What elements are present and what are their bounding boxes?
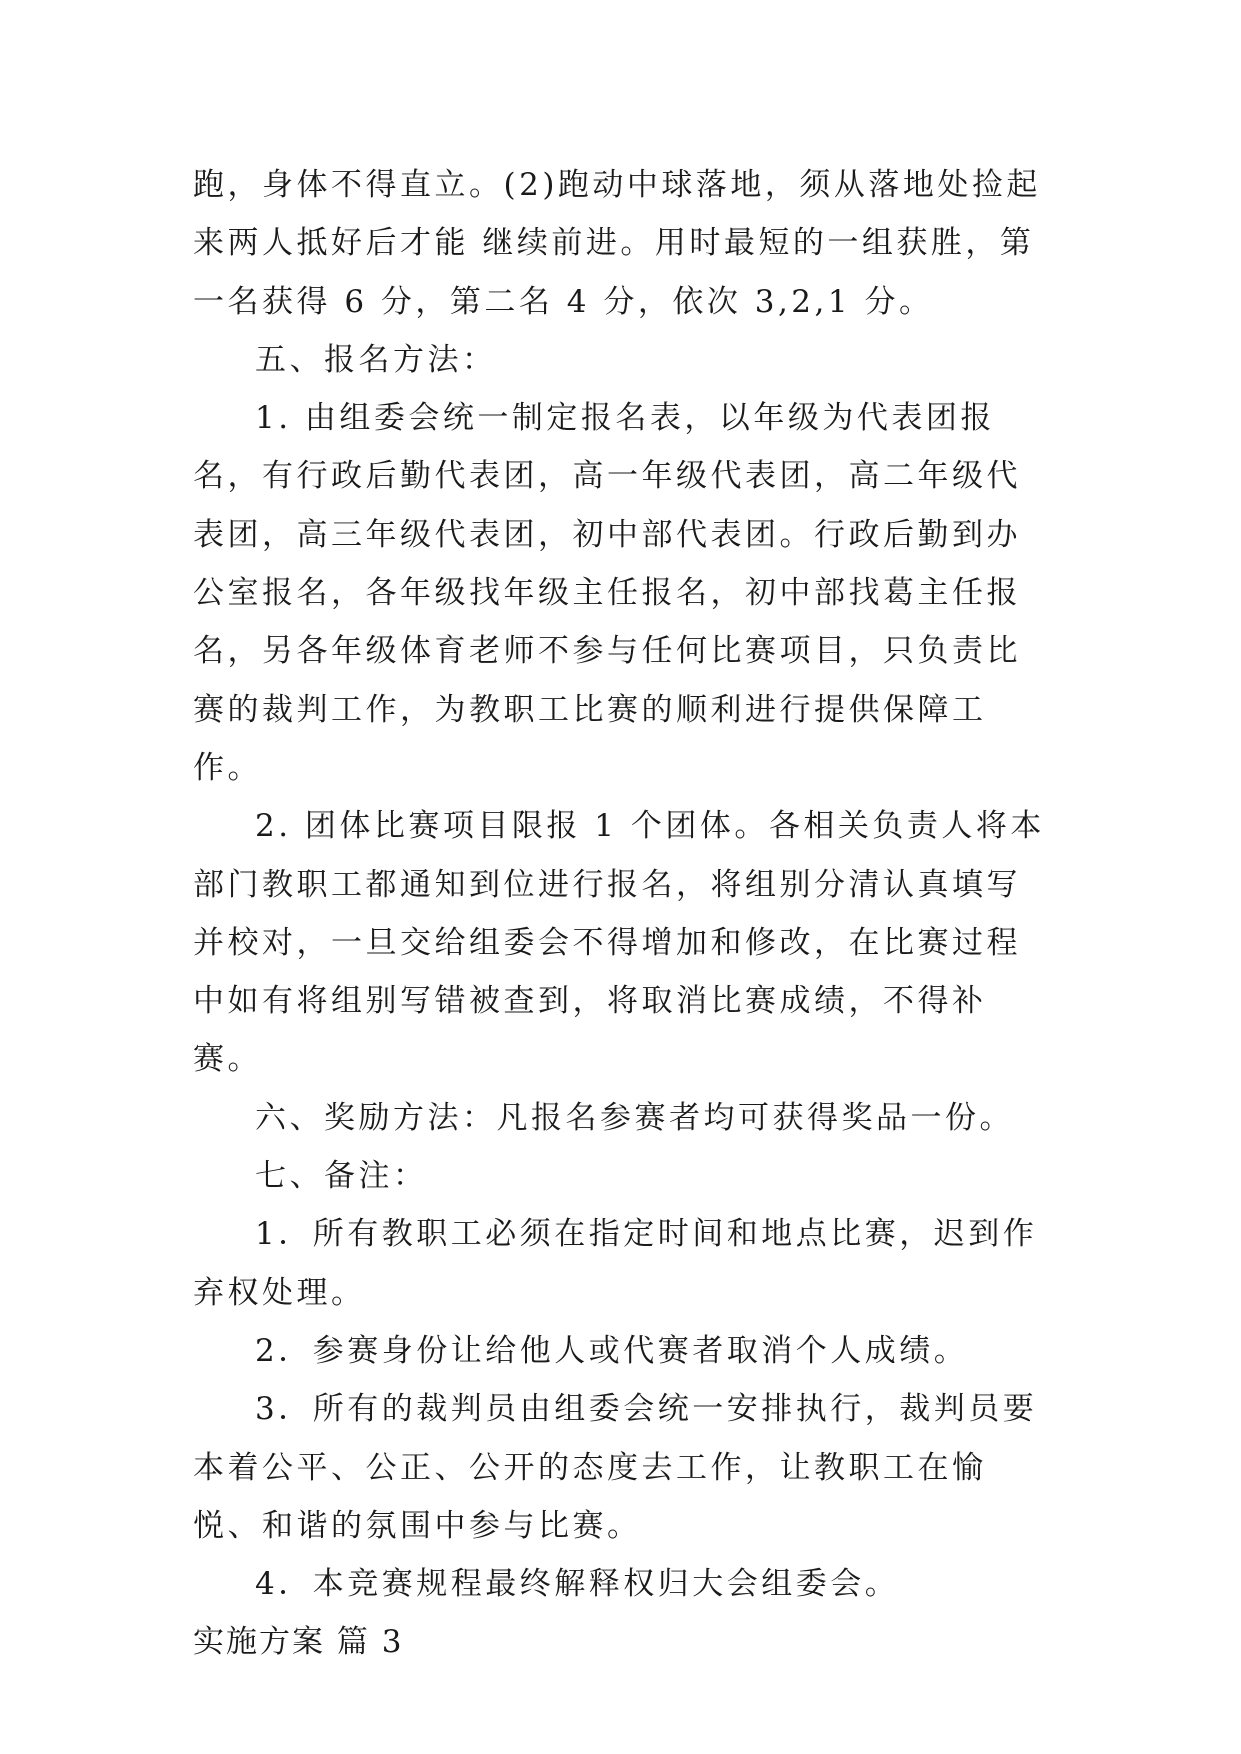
paragraph-registration-item-1: 1. 由组委会统一制定报名表，以年级为代表团报名，有行政后勤代表团，高一年级代表团，高二年级代表团，高三年级代表团，初中部代表团。行政后勤到办公室报名，各年级找年级主任报名，初中部找葛主任报名，另各年级体育老师不参与任何比赛项目，只负责比赛的裁判工作，为教职工比赛的顺利进行提供保障工作。 xyxy=(193,400,1021,786)
paragraph-remark-1: 1．所有教职工必须在指定时间和地点比赛，迟到作弃权处理。 xyxy=(193,1216,1038,1311)
paragraph-award-method: 六、奖励方法：凡报名参赛者均可获得奖品一份。 xyxy=(255,1099,1014,1136)
section-heading: 实施方案 篇 3 xyxy=(193,1624,404,1661)
paragraph-remark-3: 3．所有的裁判员由组委会统一安排执行，裁判员要本着公平、公正、公开的态度去工作，让教职工在愉悦、和谐的氛围中参与比赛。 xyxy=(193,1391,1038,1544)
document-body xyxy=(193,156,1049,1672)
heading-registration-method: 五、报名方法： xyxy=(255,341,497,378)
paragraph-rules-continued: 跑，身体不得直立。(2)跑动中球落地，须从落地处捡起来两人抵好后才能 继续前进。用时最短的一组获胜，第一名获得 6 分，第二名 4 分，依次 3,2,1 分。 xyxy=(193,167,1041,320)
paragraph-registration-item-2: 2. 团体比赛项目限报 1 个团体。各相关负责人将本部门教职工都通知到位进行报名，将组别分清认真填写并校对，一旦交给组委会不得增加和修改，在比赛过程中如有将组别写错被查到，将取消比赛成绩，不得补赛。 xyxy=(193,808,1045,1078)
heading-remarks: 七、备注： xyxy=(255,1158,428,1195)
paragraph-remark-2: 2．参赛身份让给他人或代赛者取消个人成绩。 xyxy=(255,1332,969,1369)
paragraph-remark-4: 4．本竞赛规程最终解释权归大会组委会。 xyxy=(255,1566,900,1603)
